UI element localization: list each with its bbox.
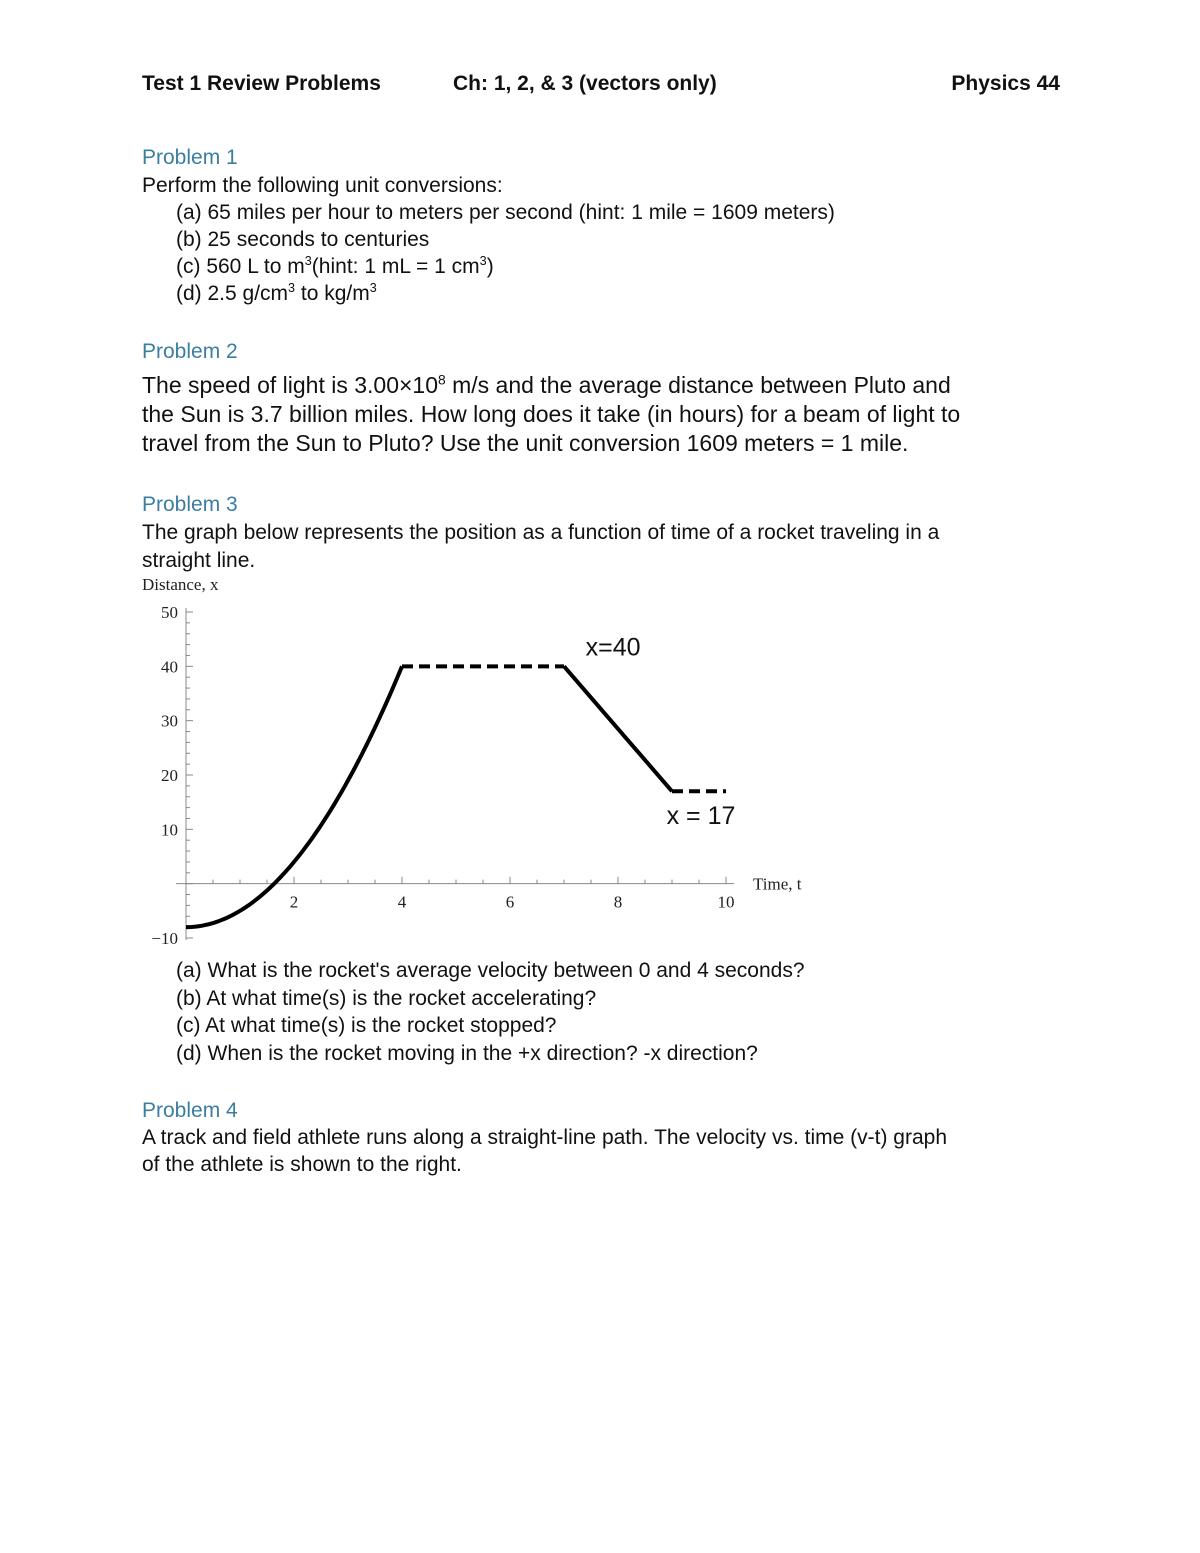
motion-segment — [186, 666, 402, 927]
chart-annotations — [586, 633, 736, 829]
x-tick-label: 6 — [505, 892, 515, 912]
problem1-title: Problem 1 — [142, 146, 238, 169]
y-tick-label: −10 — [151, 929, 178, 948]
header-middle: Ch: 1, 2, & 3 (vectors only) — [453, 72, 717, 95]
problem4-line2: of the athlete is shown to the right. — [142, 1153, 462, 1176]
problem2-line3: travel from the Sun to Pluto? Use the unit conversion 1609 meters = 1 mile. — [142, 430, 909, 456]
problem2-line2: the Sun is 3.7 billion miles. How long does it take (in hours) for a beam of light to — [142, 401, 961, 427]
y-tick-label: 30 — [161, 711, 178, 731]
problem3-line2: straight line. — [142, 549, 256, 572]
problem4-line1: A track and field athlete runs along a straight-line path. The velocity vs. time (v-t) graph — [142, 1126, 948, 1149]
chart-x-axis-label: Time, t — [753, 874, 802, 894]
x-tick-label: 4 — [397, 892, 407, 912]
problem3-part-b: (b) At what time(s) is the rocket accelerating? — [176, 987, 597, 1010]
problem3-part-d: (d) When is the rocket moving in the +x direction? -x direction? — [176, 1042, 758, 1065]
chart-y-axis-label: Distance, x — [142, 575, 219, 594]
x-tick-label: 2 — [289, 892, 299, 912]
problem1-part-c: (c) 560 L to $m^3(hint$: 1 mL = 1 $cm^3$) — [176, 254, 494, 278]
problem4-title: Problem 4 — [142, 1099, 238, 1122]
problem3-part-c: (c) At what time(s) is the rocket stopped? — [176, 1014, 557, 1037]
header-left: Test 1 Review Problems — [142, 72, 381, 95]
chart-ticks — [151, 603, 734, 948]
problem2-title: Problem 2 — [142, 340, 238, 363]
problem1-intro: Perform the following unit conversions: — [142, 174, 503, 197]
problem3-title: Problem 3 — [142, 493, 238, 516]
chart-annotation: x = 17 — [666, 801, 736, 830]
problem1-part-d: (d) 2.5 $g/cm^3$ to $kg/m^3$ — [176, 281, 377, 305]
y-tick-label: 10 — [161, 820, 178, 840]
position-time-chart — [138, 574, 838, 959]
chart-series — [186, 666, 726, 927]
y-tick-label: 50 — [161, 603, 178, 622]
x-tick-label: 10 — [717, 892, 735, 912]
page-header — [142, 72, 1060, 100]
y-tick-label: 40 — [161, 657, 178, 677]
y-tick-label: 20 — [161, 766, 178, 785]
x-tick-label: 8 — [613, 892, 623, 912]
problem1-part-a: (a) 65 miles per hour to meters per second (hint: 1 mile = 1609 meters) — [176, 201, 835, 224]
problem3-line1: The graph below represents the position as a function of time of a rocket traveling in a — [142, 521, 940, 544]
problem2-line1: The speed of light is $3.00\times 10^8$ m/s and the average distance between Pluto and — [142, 372, 951, 398]
problem1-part-b: (b) 25 seconds to centuries — [176, 228, 430, 251]
chart-annotation: x=40 — [585, 633, 641, 662]
problem3-part-a: (a) What is the rocket's average velocity between 0 and 4 seconds? — [176, 959, 805, 982]
header-right: Physics 44 — [951, 72, 1060, 95]
motion-segment — [564, 666, 672, 791]
